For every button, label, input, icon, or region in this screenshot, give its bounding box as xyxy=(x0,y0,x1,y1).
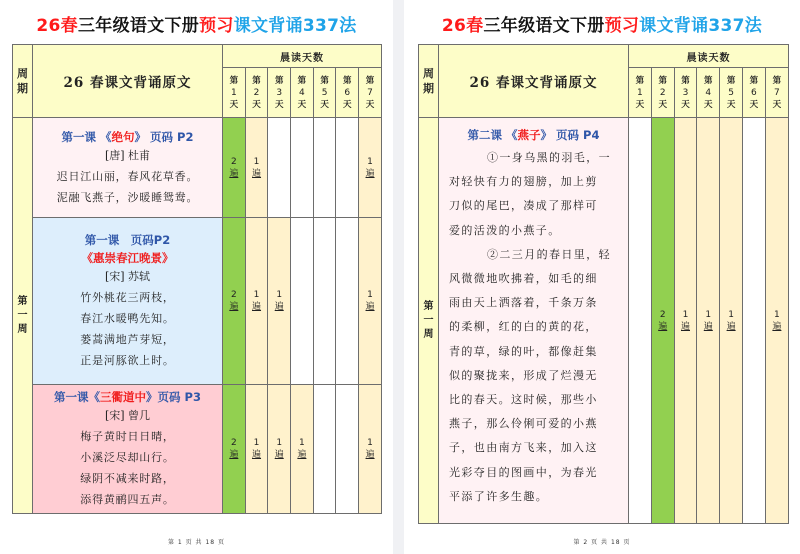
day-number: 2 xyxy=(659,87,666,98)
day-cell xyxy=(336,218,359,385)
day-header-7 xyxy=(765,68,788,118)
week-column-header xyxy=(13,45,33,118)
title-segment-blue: 课文背诵337法 xyxy=(639,16,763,36)
unit: 遍 xyxy=(252,168,262,179)
prose-line: 爱的活泼的小燕子。 xyxy=(449,223,561,237)
count: 1 xyxy=(774,309,780,320)
count: 1 xyxy=(253,438,260,448)
day-label: 第 xyxy=(252,75,261,86)
day-cell xyxy=(268,385,291,514)
day-label: 天 xyxy=(635,99,645,110)
poem-title: 绝句 xyxy=(111,129,135,144)
day-cell xyxy=(651,118,674,524)
count: 2 xyxy=(230,156,237,167)
count: 1 xyxy=(367,156,373,167)
day-label: 第 xyxy=(274,75,284,86)
prose-line: 平添了许多生趣。 xyxy=(449,489,549,503)
poem-line: 竹外桃花三两枝， xyxy=(80,291,175,304)
day-label: 天 xyxy=(772,99,782,110)
prose-line: 风微微地吹拂着，如毛的细 xyxy=(449,272,598,286)
count: 1 xyxy=(682,309,689,320)
count: 1 xyxy=(253,290,260,300)
day-cell xyxy=(313,218,336,385)
day-number: 2 xyxy=(253,87,260,98)
page-title xyxy=(0,11,393,36)
prose-line: 光彩夺目的图画中，为春光 xyxy=(449,465,598,479)
day-header-6 xyxy=(742,68,765,118)
week-char: 第 xyxy=(17,295,28,307)
day-header-3 xyxy=(268,68,291,118)
week-char: 周 xyxy=(423,328,434,340)
page-1 xyxy=(0,0,393,554)
unit: 遍 xyxy=(229,302,239,312)
day-cell xyxy=(245,385,268,514)
title-segment-red: 26春 xyxy=(441,16,484,36)
day-cell xyxy=(629,118,652,524)
day-number: 3 xyxy=(276,87,283,98)
week-header-char: 期 xyxy=(17,82,28,95)
unit: 遍 xyxy=(365,168,375,179)
poem-line: 小溪泛尽却山行。 xyxy=(80,451,175,464)
unit: 遍 xyxy=(297,450,307,460)
day-header-1 xyxy=(629,68,652,118)
day-header-4 xyxy=(697,68,720,118)
unit: 遍 xyxy=(229,168,239,179)
week-char: 周 xyxy=(17,323,28,335)
lesson-heading: 第一课 页码P2 xyxy=(84,233,171,247)
poem-cell xyxy=(33,218,223,385)
unit: 遍 xyxy=(274,302,284,312)
day-label: 第 xyxy=(704,75,713,86)
day-label: 第 xyxy=(681,75,690,86)
prose-line: 刀似的尾巴，凑成了那样可 xyxy=(449,199,598,213)
day-label: 第 xyxy=(365,75,375,86)
week-header-char: 周 xyxy=(17,67,28,80)
day-label: 第 xyxy=(320,75,329,86)
count: 1 xyxy=(367,290,373,300)
page-number: 第 2 页 共 18 页 xyxy=(573,539,631,546)
poem-line: 添得黄鹂四五声。 xyxy=(80,493,175,506)
day-number: 5 xyxy=(321,87,328,98)
unit: 遍 xyxy=(658,321,668,332)
day-label: 天 xyxy=(297,99,307,110)
prose-line: ①一身乌黑的羽毛，一 xyxy=(487,151,611,164)
day-label: 天 xyxy=(726,99,736,110)
day-header-2 xyxy=(651,68,674,118)
week-header-char: 周 xyxy=(423,67,434,80)
day-cell xyxy=(720,118,743,524)
day-label: 天 xyxy=(658,99,667,110)
day-header-3 xyxy=(674,68,697,118)
day-cell xyxy=(765,118,788,524)
table-row xyxy=(13,385,382,514)
day-cell xyxy=(291,218,314,385)
day-label: 第 xyxy=(343,75,352,86)
day-header-2 xyxy=(245,68,268,118)
day-cell xyxy=(223,385,246,514)
content-column-header: 26 春课文背诵原文 xyxy=(33,45,223,118)
count: 1 xyxy=(299,438,305,448)
day-cell xyxy=(742,118,765,524)
count: 2 xyxy=(230,438,237,448)
day-cell xyxy=(223,218,246,385)
week-char: 一 xyxy=(17,309,28,321)
content-column-header: 26 春课文背诵原文 xyxy=(439,45,629,118)
day-cell xyxy=(268,218,291,385)
count: 2 xyxy=(659,309,666,320)
lesson-heading xyxy=(439,124,628,146)
day-label: 天 xyxy=(229,99,239,110)
prose-line: 子，也由南方飞来，加入这 xyxy=(449,441,598,455)
lesson-heading xyxy=(33,128,222,146)
day-label: 天 xyxy=(320,99,329,110)
poem-line: 绿阴不减来时路， xyxy=(80,472,175,485)
morning-reading-days-header: 晨读天数 xyxy=(629,45,789,68)
count: 1 xyxy=(276,438,283,448)
day-label: 天 xyxy=(274,99,284,110)
poem-author: [宋] 苏轼 xyxy=(104,270,151,283)
page-2 xyxy=(404,0,800,554)
poem-cell xyxy=(33,385,223,514)
day-label: 天 xyxy=(749,99,759,110)
day-cell xyxy=(291,385,314,514)
day-label: 第 xyxy=(229,75,239,86)
day-header-5 xyxy=(720,68,743,118)
day-cell xyxy=(359,118,382,218)
day-cell xyxy=(291,118,314,218)
day-number: 6 xyxy=(751,87,757,98)
lesson-prefix: 第一课《 xyxy=(54,390,101,404)
count: 1 xyxy=(705,309,712,320)
title-segment-blue: 课文背诵337法 xyxy=(233,16,357,36)
day-label: 第 xyxy=(635,75,645,86)
table-row xyxy=(419,118,789,524)
unit: 遍 xyxy=(726,321,736,332)
day-label: 第 xyxy=(749,75,759,86)
week-char: 一 xyxy=(423,314,434,326)
page-ref: 》 页码 P2 xyxy=(134,129,194,144)
prose-cell xyxy=(439,118,629,524)
day-header-7 xyxy=(359,68,382,118)
week-label xyxy=(13,118,33,514)
day-number: 4 xyxy=(705,87,712,98)
day-number: 1 xyxy=(637,87,643,98)
lesson-prefix: 第二课 《 xyxy=(467,128,518,142)
day-label: 天 xyxy=(681,99,690,110)
poem-line: 春江水暖鸭先知。 xyxy=(80,312,175,325)
day-number: 3 xyxy=(682,87,689,98)
week-header-char: 期 xyxy=(423,82,434,95)
week-column-header xyxy=(419,45,439,118)
table-row xyxy=(13,218,382,385)
week-label xyxy=(419,118,439,524)
poem-line: 泥融飞燕子，沙暖睡鸳鸯。 xyxy=(56,190,199,204)
day-label: 第 xyxy=(658,75,667,86)
day-cell xyxy=(245,218,268,385)
day-label: 第 xyxy=(726,75,736,86)
count: 2 xyxy=(230,290,237,300)
count: 1 xyxy=(253,156,260,167)
count: 1 xyxy=(728,309,734,320)
poem-line: 蒌蒿满地芦芽短， xyxy=(80,333,175,346)
prose-line: 青的草，绿的叶，都像赶集 xyxy=(449,344,598,358)
prose-line: 比的春天。这时候，那些小 xyxy=(449,393,598,407)
unit: 遍 xyxy=(252,450,262,460)
day-label: 天 xyxy=(365,99,375,110)
poem-line: 迟日江山丽，春风花草香。 xyxy=(56,169,199,183)
day-cell xyxy=(336,385,359,514)
day-label: 天 xyxy=(252,99,261,110)
unit: 遍 xyxy=(229,450,239,460)
day-number: 5 xyxy=(728,87,734,98)
morning-reading-days-header: 晨读天数 xyxy=(223,45,382,68)
unit: 遍 xyxy=(365,450,375,460)
unit: 遍 xyxy=(703,321,713,332)
day-cell xyxy=(697,118,720,524)
day-cell xyxy=(359,218,382,385)
recitation-table xyxy=(418,44,789,524)
day-cell xyxy=(359,385,382,514)
poem-cell xyxy=(33,118,223,218)
lesson-heading xyxy=(33,388,222,406)
poem-line: 梅子黄时日日晴， xyxy=(80,430,175,443)
poem-title: 《惠崇春江晚景》 xyxy=(81,251,174,265)
prose-line: 对轻快有力的翅膀，加上剪 xyxy=(449,175,598,189)
day-cell xyxy=(245,118,268,218)
poem-line: 正是河豚欲上时。 xyxy=(80,354,175,367)
count: 1 xyxy=(367,438,373,448)
title-segment-black: 三年级语文下册 xyxy=(77,16,200,36)
day-label: 天 xyxy=(704,99,713,110)
prose-line: 雨由天上洒落着，千条万条 xyxy=(449,296,598,310)
day-cell xyxy=(313,385,336,514)
prose-line: 燕子，那么伶俐可爱的小燕 xyxy=(449,417,598,431)
prose-line: 似的聚拢来，形成了烂漫无 xyxy=(449,368,598,382)
title-segment-red: 26春 xyxy=(36,16,78,36)
unit: 遍 xyxy=(252,302,262,312)
page-number: 第 1 页 共 18 页 xyxy=(168,539,225,546)
day-number: 1 xyxy=(230,87,237,98)
page-title xyxy=(404,11,800,36)
poem-title: 三衢道中 xyxy=(100,390,147,404)
day-label: 第 xyxy=(297,75,307,86)
page-ref: 》 页码 P4 xyxy=(540,128,600,142)
unit: 遍 xyxy=(274,450,284,460)
title-segment-black: 三年级语文下册 xyxy=(483,16,605,36)
day-header-4 xyxy=(291,68,314,118)
week-char: 第 xyxy=(423,300,434,312)
page-ref: 》页码 P3 xyxy=(146,390,201,404)
day-number: 4 xyxy=(299,87,305,98)
title-segment-red-2: 预习 xyxy=(199,16,234,36)
recitation-table xyxy=(12,44,382,514)
prose-text xyxy=(439,146,628,509)
prose-line: 的柔柳，红的白的黄的花， xyxy=(449,320,598,334)
day-header-1 xyxy=(223,68,246,118)
day-cell xyxy=(223,118,246,218)
poem-author: [宋] 曾几 xyxy=(104,409,151,422)
day-cell xyxy=(313,118,336,218)
day-number: 6 xyxy=(344,87,351,98)
unit: 遍 xyxy=(365,302,375,312)
lesson-prefix: 第一课 《 xyxy=(61,129,112,144)
unit: 遍 xyxy=(772,321,782,332)
poem-author: [唐] 杜甫 xyxy=(104,148,151,162)
poem-title: 燕子 xyxy=(517,128,541,142)
title-segment-red-2: 预习 xyxy=(604,16,640,36)
table-row xyxy=(13,118,382,218)
count: 1 xyxy=(276,290,283,300)
day-header-6 xyxy=(336,68,359,118)
unit: 遍 xyxy=(680,321,690,332)
day-label: 第 xyxy=(772,75,782,86)
day-cell xyxy=(336,118,359,218)
day-cell xyxy=(674,118,697,524)
day-cell xyxy=(268,118,291,218)
prose-line: ②二三月的春日里，轻 xyxy=(487,247,611,261)
day-number: 7 xyxy=(367,87,373,98)
day-label: 天 xyxy=(343,99,352,110)
day-number: 7 xyxy=(774,87,780,98)
day-header-5 xyxy=(313,68,336,118)
